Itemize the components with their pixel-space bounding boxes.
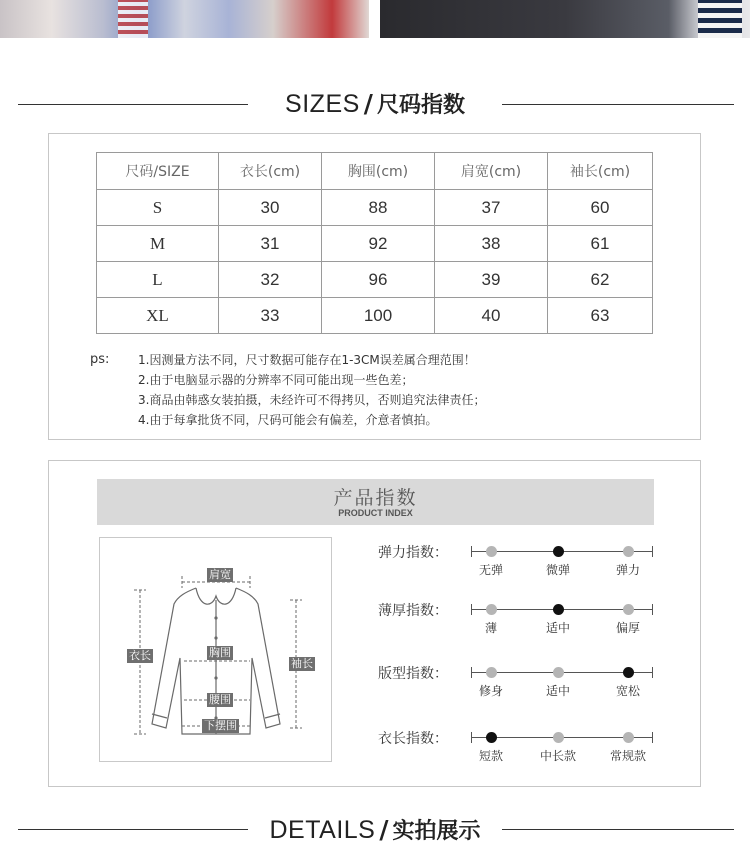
length-cell: 33 xyxy=(219,298,322,334)
elasticity-scale xyxy=(378,543,658,583)
scale-dot xyxy=(623,732,634,743)
scale-option: 微弹 xyxy=(545,563,571,577)
length-cell: 30 xyxy=(219,190,322,226)
chest-cell: 88 xyxy=(322,190,435,226)
header-length: 衣长(cm) xyxy=(219,153,322,190)
chest-cell: 92 xyxy=(322,226,435,262)
size-cell: XL xyxy=(97,298,219,334)
sleeve-tag: 袖长 xyxy=(291,657,313,670)
scale-dot xyxy=(486,604,497,615)
scale-dot xyxy=(486,732,497,743)
scale-dot xyxy=(623,604,634,615)
header-size: 尺码/SIZE xyxy=(97,153,219,190)
thickness-scale xyxy=(378,601,658,641)
table-row xyxy=(97,226,653,262)
scale-dot xyxy=(623,546,634,557)
table-row xyxy=(97,190,653,226)
product-photo-left xyxy=(0,0,369,38)
product-index-title: 产品指数 xyxy=(333,487,418,509)
scale-option: 适中 xyxy=(545,684,571,698)
scale-dot xyxy=(486,546,497,557)
notes-prefix: ps: xyxy=(90,352,110,367)
shoulder-cell: 37 xyxy=(435,190,548,226)
length-cell: 31 xyxy=(219,226,322,262)
scale-dot xyxy=(486,667,497,678)
note-item: 3.商品由韩惑女装拍摄，未经许可不得拷贝，否则追究法律责任； xyxy=(138,393,486,407)
size-cell: S xyxy=(97,190,219,226)
waist-tag: 腰围 xyxy=(209,693,231,706)
size-cell: M xyxy=(97,226,219,262)
scale-option: 适中 xyxy=(545,621,571,635)
scale-dot xyxy=(623,667,634,678)
shoulder-cell: 40 xyxy=(435,298,548,334)
scale-label: 衣长指数： xyxy=(378,731,448,747)
chest-cell: 96 xyxy=(322,262,435,298)
scale-label: 薄厚指数： xyxy=(378,603,448,619)
table-row xyxy=(97,262,653,298)
header-shoulder: 肩宽(cm) xyxy=(435,153,548,190)
product-index-subtitle: PRODUCT INDEX xyxy=(338,508,413,518)
scale-option: 无弹 xyxy=(478,563,504,577)
length-cell: 32 xyxy=(219,262,322,298)
scale-label: 版型指数： xyxy=(378,666,448,682)
shoulder-cell: 39 xyxy=(435,262,548,298)
size-cell: L xyxy=(97,262,219,298)
scale-dot xyxy=(553,732,564,743)
table-header-row xyxy=(97,153,653,190)
top-photo-strip xyxy=(0,0,750,38)
shoulder-tag: 肩宽 xyxy=(209,568,231,581)
product-photo-right xyxy=(380,0,750,38)
table-row xyxy=(97,298,653,334)
product-index-header xyxy=(97,479,654,525)
scale-label: 弹力指数： xyxy=(378,545,448,561)
header-chest: 胸围(cm) xyxy=(322,153,435,190)
fit-scale xyxy=(378,664,658,704)
scale-option: 常规款 xyxy=(609,749,647,763)
measurement-diagram xyxy=(99,537,332,762)
details-section-title: DETAILS / 实拍展示 xyxy=(269,815,481,844)
sizes-section-title: SIZES / 尺码指数 xyxy=(285,89,465,118)
length-scale xyxy=(378,729,658,769)
sleeve-cell: 63 xyxy=(548,298,653,334)
notes-list xyxy=(138,350,485,430)
scale-option: 短款 xyxy=(478,749,504,763)
length-tag: 衣长 xyxy=(129,649,151,662)
hem-tag: 下摆围 xyxy=(204,719,237,732)
chest-tag: 胸围 xyxy=(209,646,231,659)
scale-option: 修身 xyxy=(478,684,504,698)
scale-dot xyxy=(553,604,564,615)
shoulder-cell: 38 xyxy=(435,226,548,262)
size-table xyxy=(96,152,653,334)
scale-option: 薄 xyxy=(484,621,498,635)
header-sleeve: 袖长(cm) xyxy=(548,153,653,190)
scale-dot xyxy=(553,667,564,678)
note-item: 4.由于每拿批货不同，尺码可能会有偏差，介意者慎拍。 xyxy=(138,413,438,427)
sleeve-cell: 61 xyxy=(548,226,653,262)
note-item: 1.因测量方法不同，尺寸数据可能存在1-3CM误差属合理范围！ xyxy=(138,353,476,367)
scale-dot xyxy=(553,546,564,557)
scale-option: 弹力 xyxy=(615,563,641,577)
sleeve-cell: 62 xyxy=(548,262,653,298)
note-item: 2.由于电脑显示器的分辨率不同可能出现一些色差； xyxy=(138,373,414,387)
scale-option: 中长款 xyxy=(539,749,577,763)
sleeve-cell: 60 xyxy=(548,190,653,226)
scale-option: 偏厚 xyxy=(615,621,641,635)
chest-cell: 100 xyxy=(322,298,435,334)
scale-option: 宽松 xyxy=(615,684,641,698)
